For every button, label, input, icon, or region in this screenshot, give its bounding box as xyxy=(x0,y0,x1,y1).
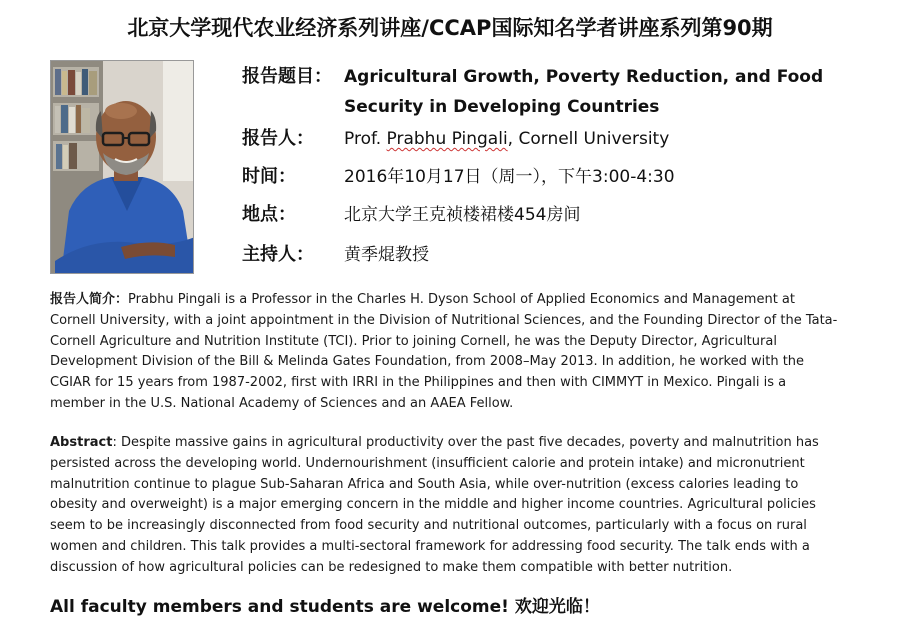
place-label: 地点： xyxy=(242,204,296,225)
abstract-text: : Despite massive gains in agricultural productivity over the past five decades, poverty and malnutrition has persisted across the developing world. Undernourishment (insufficient calorie and protein intake) and micronutrient malnutrition continue to plague Sub-Saharan Africa and South Asia, while over-nutrition (excess calories leading to obesity and overweight) is a major emerging concern in the middle and higher income countries. Agricultural policies seem to be increasingly disconnected from food security and nutritional outcomes, particularly with a focus on rural women and children. This talk provides a multi-sectoral framework for addressing food security. The talk ends with a discussion of how agricultural policies can be redesigned to make them compatible with better nutrition. xyxy=(50,435,819,575)
place-row xyxy=(242,200,882,240)
topic-label: 报告题目： xyxy=(242,66,332,87)
speaker-photo xyxy=(50,60,194,274)
place-value: 北京大学王克祯楼裙楼454房间 xyxy=(344,205,581,225)
speaker-bio xyxy=(50,290,840,415)
time-value: 2016年10月17日（周一），下午3:00-4:30 xyxy=(344,167,675,187)
speaker-row xyxy=(242,124,882,162)
speaker-affiliation: , Cornell University xyxy=(507,129,670,149)
host-row xyxy=(242,240,882,270)
host-label: 主持人： xyxy=(242,244,314,265)
speaker-name: Prabhu Pingali xyxy=(386,129,508,149)
speaker-value xyxy=(344,124,882,154)
time-row xyxy=(242,162,882,200)
bio-text: Prabhu Pingali is a Professor in the Charles H. Dyson School of Applied Economics and Management at Cornell University, with a joint appointment in the Division of Nutritional Sciences, and the Founding Director of the Tata-Cornell Agriculture and Nutrition Institute (TCI). Prior to joining Cornell, he was the Deputy Director, Agricultural Development Division of the Bill & Melinda Gates Foundation, from 2008–May 2013. In addition, he worked with the CGIAR for 15 years from 1987-2002, first with IRRI in the Philippines and then with CIMMYT in Mexico. Pingali is a member in the U.S. National Academy of Sciences and an AAEA Fellow. xyxy=(50,292,838,411)
abstract xyxy=(50,433,840,579)
speaker-label: 报告人： xyxy=(242,128,314,149)
topic-value xyxy=(344,62,882,122)
lecture-details xyxy=(242,62,882,270)
welcome-message: All faculty members and students are welcome! 欢迎光临！ xyxy=(50,597,600,617)
host-value: 黄季焜教授 xyxy=(344,245,429,265)
page-title: 北京大学现代农业经济系列讲座/CCAP国际知名学者讲座系列第90期 xyxy=(127,16,773,40)
abstract-lead: Abstract xyxy=(50,435,113,450)
topic-row xyxy=(242,62,882,124)
time-label: 时间： xyxy=(242,166,296,187)
topic-line-1: Agricultural Growth, Poverty Reduction, and Food xyxy=(344,67,824,87)
topic-line-2: Security in Developing Countries xyxy=(344,97,660,117)
speaker-portrait-image xyxy=(51,61,194,274)
speaker-title: Prof. xyxy=(344,129,387,149)
bio-lead: 报告人简介： xyxy=(50,292,129,307)
